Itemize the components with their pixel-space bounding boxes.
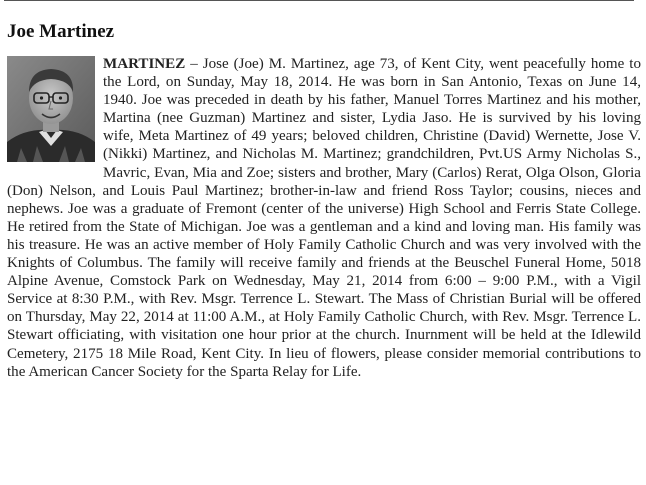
obituary-surname: MARTINEZ (103, 56, 186, 72)
top-divider (4, 0, 634, 1)
obituary-body: – Jose (Joe) M. Martinez, age 73, of Kent City, went peacefully home to the Lord, on Sunday, May 18, 2014. He was born in San Antonio, Texas on June 14, 1940. Joe was preceded in death by his father, Manuel Torres Martinez and his mother, Martina (nee Guzman) Martinez and sister, Lydia Jaso. He is survived by his loving wife, Meta Martinez of 49 years; beloved children, Christine (David) Wernette, Jose V. (Nikki) Martinez, and Nicholas M. Martinez; grandchildren, Pvt.US Army Nicholas S., Mavric, Evan, Mia and Zoe; sisters and brother, Mary (Carlos) Rerat, Olga Olson, Gloria (Don) Nelson, and Louis Paul Martinez; brother-in-law and friend Ross Taylor; cousins, nieces and nephews. Joe was a graduate of Fremont (center of the universe) High School and Ferris State College. He retired from the State of Michigan. Joe was a gentleman and a kind and loving man. His family was his treasure. He was an active member of Holy Family Catholic Church and was very involved with the Knights of Columbus. The family will receive family and friends at the Beuschel Funeral Home, 5018 Alpine Avenue, Comstock Park on Wednesday, May 21, 2014 from 6:00 – 9:00 P.M., with a Vigil Service at 8:30 P.M., with Rev. Msgr. Terrence L. Stewart. The Mass of Christian Burial will be offered on Thursday, May 22, 2014 at 11:00 A.M., at Holy Family Catholic Church, with Rev. Msgr. Terrence L. Stewart officiating, with visitation one hour prior at the church. Inurnment will be held at the Idlewild Cemetery, 2175 18 Mile Road, Kent City. In lieu of flowers, please consider memorial contributions to the American Cancer Society for the Sparta Relay for Life. (7, 56, 641, 380)
portrait-photo-graphic (7, 56, 95, 162)
obituary-article (7, 55, 641, 381)
obituary-title: Joe Martinez (7, 21, 115, 42)
portrait-photo (7, 56, 95, 162)
